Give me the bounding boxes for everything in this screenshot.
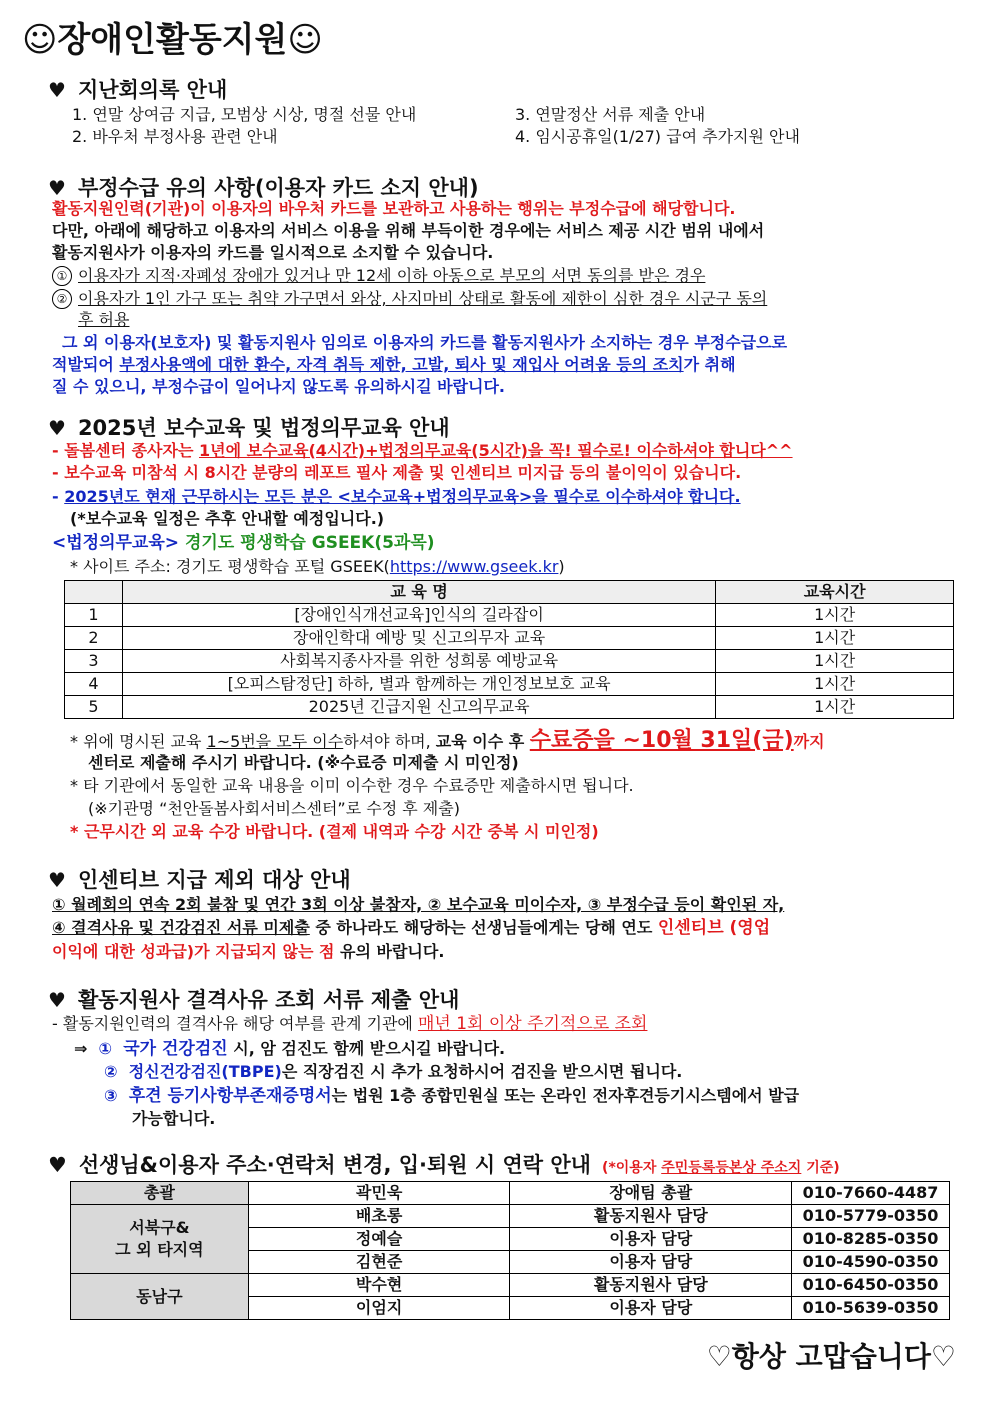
section-education-heading: ♥ 2025년 보수교육 및 법정의무교육 안내 — [48, 416, 450, 440]
education-note-4: (※기관명 “천안돌봄사회서비스센터”로 수정 후 제출) — [88, 799, 460, 818]
heart-icon: ♥ — [48, 416, 66, 440]
education-table — [64, 580, 954, 719]
table-row: 5 2025년 긴급지원 신고의무교육 1시간 — [65, 696, 954, 719]
phone-number: 010-5639-0350 — [792, 1297, 950, 1320]
education-schedule-note: (*보수교육 일정은 추후 안내할 예정입니다.) — [70, 509, 385, 528]
phone-number: 010-8285-0350 — [792, 1228, 950, 1251]
meeting-item-2: 2. 바우처 부정사용 관련 안내 — [72, 127, 278, 146]
group-seobuk: 서북구& 그 외 타지역 — [71, 1205, 249, 1274]
table-row: 총괄 곽민욱 장애팀 총괄 010-7660-4487 — [71, 1182, 950, 1205]
certificate-deadline: 수료증을 ~10월 31일(금) — [529, 728, 794, 753]
fraud-line-3: 활동지원사가 이용자의 카드를 일시적으로 소지할 수 있습니다. — [52, 243, 494, 262]
arrow-icon: ⇒ — [74, 1039, 88, 1058]
section-contact-heading: ♥ 선생님&이용자 주소·연락처 변경, 입·퇴원 시 연락 안내 (*이용자 주민등록등본상 주소지 기준) — [48, 1153, 840, 1177]
phone-number: 010-7660-4487 — [792, 1182, 950, 1205]
disqualification-item-2: ② 정신건강검진(TBPE)은 직장검진 시 추가 요청하시어 검진을 받으시면 됩니다. — [104, 1062, 683, 1081]
incentive-line-3: 이익에 대한 성과급)가 지급되지 않는 점 유의 바랍니다. — [52, 942, 445, 961]
section-incentive-heading: ♥ 인센티브 지급 제외 대상 안내 — [48, 868, 351, 892]
meeting-item-4: 4. 임시공휴일(1/27) 급여 추가지원 안내 — [515, 127, 800, 146]
education-note-1: * 위에 명시된 교육 1~5번을 모두 이수하셔야 하며, 교육 이수 후 수료증을 ~10월 31일(금)까지 — [70, 728, 825, 753]
gseek-link[interactable]: https://www.gseek.kr — [389, 557, 559, 576]
fraud-warning-3: 질 수 있으니, 부정수급이 일어나지 않도록 유의하시길 바랍니다. — [52, 377, 506, 396]
education-table-header: 교 육 명 교육시간 — [65, 581, 954, 604]
section-fraud-heading: ♥ 부정수급 유의 사항(이용자 카드 소지 안내) — [48, 176, 479, 200]
phone-number: 010-6450-0350 — [792, 1274, 950, 1297]
fraud-condition-2: ② 이용자가 1인 가구 또는 취약 가구면서 와상, 사지마비 상태로 활동에 제한이 심한 경우 시군구 동의 — [52, 288, 767, 310]
fraud-line-2: 다만, 아래에 해당하고 이용자의 서비스 이용을 위해 부득이한 경우에는 서비스 제공 시간 범위 내에서 — [52, 221, 765, 240]
table-row: 김현준 이용자 담당 010-4590-0350 — [71, 1251, 950, 1274]
section-disqualification-heading: ♥ 활동지원사 결격사유 조회 서류 제출 안내 — [48, 988, 460, 1012]
gseek-site-address: * 사이트 주소: 경기도 평생학습 포털 GSEEK(https://www.gseek.kr) — [70, 557, 565, 576]
education-line-3: - 2025년도 현재 근무하시는 모든 분은 <보수교육+법정의무교육>을 필수로 이수하셔야 합니다. — [52, 487, 741, 506]
phone-number: 010-5779-0350 — [792, 1205, 950, 1228]
table-row: 동남구 박수현 활동지원사 담당 010-6450-0350 — [71, 1274, 950, 1297]
heart-icon: ♥ — [48, 988, 66, 1012]
table-row: 이엄지 이용자 담당 010-5639-0350 — [71, 1297, 950, 1320]
disqualification-item-3-cont: 가능합니다. — [132, 1109, 216, 1128]
meeting-item-1: 1. 연말 상여금 지급, 모범상 시상, 명절 선물 안내 — [72, 105, 417, 124]
fraud-condition-2-cont: 후 허용 — [78, 310, 130, 329]
fraud-warning-2: 적발되어 부정사용액에 대한 환수, 자격 취득 제한, 고발, 퇴사 및 재입사 어려움 등의 조치가 취해 — [52, 355, 736, 374]
group-headquarters: 총괄 — [71, 1182, 249, 1205]
table-row: 1 [장애인식개선교육]인식의 길라잡이 1시간 — [65, 604, 954, 627]
incentive-line-2: ④ 결격사유 및 건강검진 서류 미제출 중 하나라도 해당하는 선생님들에게는 당해 연도 인센티브 (영업 — [52, 918, 771, 938]
heart-icon: ♥ — [48, 78, 66, 102]
page-title: ☺장애인활동지원☺ — [22, 20, 323, 60]
closing-message: ♡항상 고맙습니다♡ — [706, 1340, 956, 1373]
table-row: 3 사회복지종사자를 위한 성희롱 예방교육 1시간 — [65, 650, 954, 673]
group-dongnam: 동남구 — [71, 1274, 249, 1320]
heart-icon: ♥ — [48, 1153, 67, 1177]
contact-table — [70, 1181, 950, 1320]
table-row: 2 장애인학대 예방 및 신고의무자 교육 1시간 — [65, 627, 954, 650]
education-note-3: * 타 기관에서 동일한 교육 내용을 이미 이수한 경우 수료증만 제출하시면 됩니다. — [70, 776, 634, 795]
fraud-line-1: 활동지원인력(기관)이 이용자의 바우처 카드를 보관하고 사용하는 행위는 부정수급에 해당합니다. — [52, 199, 736, 218]
education-line-2: - 보수교육 미참석 시 8시간 분량의 레포트 필사 제출 및 인센티브 미지급 등의 불이익이 있습니다. — [52, 463, 742, 482]
mandatory-education-subheading: <법정의무교육> 경기도 평생학습 GSEEK(5과목) — [52, 533, 435, 553]
education-note-5: * 근무시간 외 교육 수강 바랍니다. (결제 내역과 수강 시간 중복 시 미인정) — [70, 822, 599, 841]
section-meeting-heading: ♥ 지난회의록 안내 — [48, 78, 228, 102]
education-note-2: 센터로 제출해 주시기 바랍니다. (※수료증 미제출 시 미인정) — [88, 753, 519, 772]
table-row: 서북구& 그 외 타지역 배초롱 활동지원사 담당 010-5779-0350 — [71, 1205, 950, 1228]
disqualification-item-1: ⇒ ① 국가 건강검진 시, 암 검진도 함께 받으시길 바랍니다. — [74, 1039, 506, 1059]
heart-icon: ♥ — [48, 868, 66, 892]
fraud-warning-1: 그 외 이용자(보호자) 및 활동지원사 임의로 이용자의 카드를 활동지원사가 소지하는 경우 부정수급으로 — [62, 333, 788, 352]
fraud-condition-1: ① 이용자가 지적·자폐성 장애가 있거나 만 12세 이하 아동으로 부모의 서면 동의를 받은 경우 — [52, 265, 705, 287]
table-row: 정예슬 이용자 담당 010-8285-0350 — [71, 1228, 950, 1251]
heart-icon: ♥ — [48, 176, 66, 200]
phone-number: 010-4590-0350 — [792, 1251, 950, 1274]
education-line-1: - 돌봄센터 종사자는 1년에 보수교육(4시간)+법정의무교육(5시간)을 꼭! 필수로! 이수하셔야 합니다^^ — [52, 441, 793, 460]
table-row: 4 [오피스탐정단] 하하, 별과 함께하는 개인정보보호 교육 1시간 — [65, 673, 954, 696]
disqualification-line: - 활동지원인력의 결격사유 해당 여부를 관계 기관에 매년 1회 이상 주기적으로 조회 — [52, 1014, 648, 1034]
meeting-item-3: 3. 연말정산 서류 제출 안내 — [515, 105, 706, 124]
disqualification-item-3: ③ 후견 등기사항부존재증명서는 법원 1층 종합민원실 또는 온라인 전자후견등기시스템에서 발급 — [104, 1086, 800, 1106]
incentive-line-1: ① 월례회의 연속 2회 불참 및 연간 3회 이상 불참자, ② 보수교육 미이수자, ③ 부정수급 등이 확인된 자, — [52, 895, 785, 914]
